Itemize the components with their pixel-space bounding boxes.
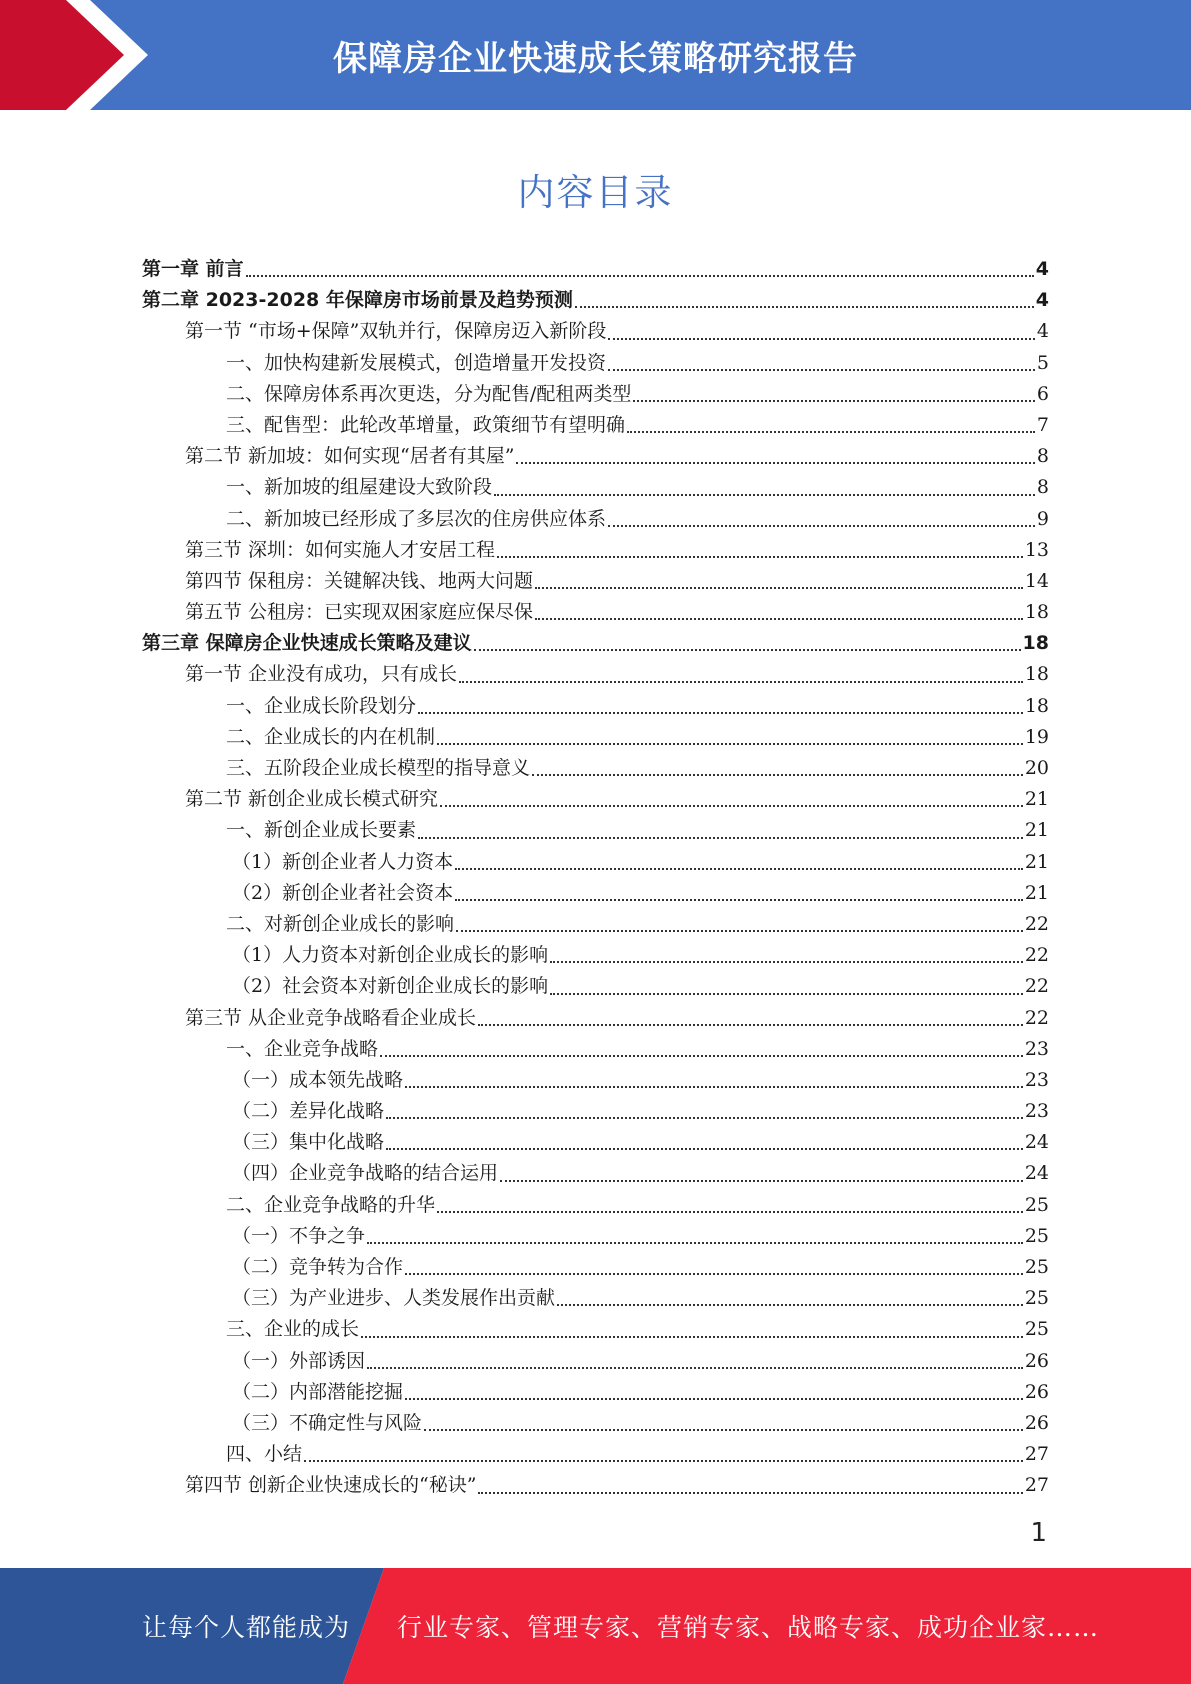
toc-entry-page: 7	[1036, 413, 1049, 436]
page-number: 1	[1030, 1518, 1047, 1548]
toc-leader-dots	[532, 773, 1023, 776]
toc-entry-label: （二）内部潜能挖掘	[232, 1380, 404, 1403]
toc-leader-dots	[437, 1210, 1023, 1213]
toc-leader-dots	[367, 1241, 1023, 1244]
toc-entry-label: 第二章 2023-2028 年保障房市场前景及趋势预测	[142, 289, 573, 312]
toc-entry[interactable]	[142, 379, 1049, 410]
toc-entry[interactable]	[142, 316, 1049, 347]
toc-entry-page: 25	[1024, 1224, 1049, 1247]
toc-leader-dots	[474, 648, 1021, 651]
toc-leader-dots	[478, 1491, 1022, 1494]
toc-leader-dots	[494, 493, 1035, 496]
toc-leader-dots	[575, 305, 1034, 308]
toc-entry[interactable]	[142, 1314, 1049, 1345]
toc-entry-label: 二、保障房体系再次更迭，分为配售/配租两类型	[226, 382, 632, 405]
toc-entry-page: 25	[1024, 1193, 1049, 1216]
toc-leader-dots	[456, 929, 1023, 932]
toc-entry-page: 25	[1024, 1318, 1049, 1341]
toc-entry-page: 13	[1024, 538, 1049, 561]
toc-entry-label: 第四节 保租房：关键解决钱、地两大问题	[185, 569, 534, 592]
toc-entry-label: 三、企业的成长	[226, 1318, 360, 1341]
toc-entry-page: 6	[1036, 382, 1049, 405]
toc-leader-dots	[424, 1428, 1023, 1431]
toc-leader-dots	[405, 1272, 1023, 1275]
toc-entry-page: 25	[1024, 1256, 1049, 1278]
toc-entry[interactable]	[142, 441, 1049, 472]
toc-entry-page: 24	[1024, 1162, 1049, 1185]
toc-leader-dots	[361, 1335, 1023, 1338]
toc-entry[interactable]	[142, 504, 1049, 535]
toc-entry[interactable]	[142, 1158, 1049, 1189]
toc-entry[interactable]	[142, 659, 1049, 690]
toc-entry-label: 第三节 从企业竞争战略看企业成长	[185, 1006, 477, 1029]
toc-entry-page: 21	[1024, 819, 1049, 842]
toc-entry-label: 第五节 公租房：已实现双困家庭应保尽保	[185, 601, 534, 624]
toc-entry[interactable]	[142, 1470, 1049, 1501]
toc-entry[interactable]	[142, 784, 1049, 815]
toc-entry-page: 25	[1024, 1287, 1049, 1310]
toc-entry-page: 19	[1024, 725, 1049, 748]
toc-entry[interactable]	[142, 1377, 1049, 1408]
toc-entry[interactable]	[142, 1221, 1049, 1252]
toc-entry-label: 二、企业竞争战略的升华	[226, 1193, 436, 1216]
toc-entry-label: （1）新创企业者人力资本	[232, 850, 454, 873]
toc-entry-page: 22	[1024, 1006, 1049, 1029]
toc-entry[interactable]	[142, 348, 1049, 379]
report-title: 保障房企业快速成长策略研究报告	[333, 38, 858, 79]
toc-entry-label: 一、企业竞争战略	[226, 1037, 379, 1060]
toc-leader-dots	[516, 461, 1034, 464]
toc-leader-dots	[608, 524, 1035, 527]
toc-entry-page: 21	[1024, 881, 1049, 904]
toc-entry-page: 21	[1024, 788, 1049, 811]
toc-entry[interactable]	[142, 1127, 1049, 1158]
toc-entry-label: 二、对新创企业成长的影响	[226, 912, 455, 935]
toc-entry[interactable]	[142, 722, 1049, 753]
toc-entry-label: （三）为产业进步、人类发展作出贡献	[232, 1287, 556, 1310]
toc-entry-label: 一、新加坡的组屋建设大致阶段	[226, 476, 493, 499]
toc-entry-label: （三）不确定性与风险	[232, 1411, 423, 1434]
toc-entry-page: 5	[1036, 351, 1049, 374]
toc-entry[interactable]	[142, 1283, 1049, 1314]
toc-entry-label: （2）新创企业者社会资本	[232, 881, 454, 904]
toc-entry-label: 一、企业成长阶段划分	[226, 694, 417, 717]
toc-entry-label: （1）人力资本对新创企业成长的影响	[232, 944, 549, 967]
toc-entry[interactable]	[142, 971, 1049, 1002]
toc-entry-label: 第二节 新创企业成长模式研究	[185, 788, 439, 811]
toc-entry-page: 8	[1036, 445, 1049, 468]
toc-leader-dots	[550, 960, 1023, 963]
toc-entry-label: （二）竞争转为合作	[232, 1256, 404, 1278]
toc-entry[interactable]	[142, 1252, 1049, 1283]
toc-entry[interactable]	[142, 285, 1049, 316]
toc-leader-dots	[405, 1397, 1023, 1400]
toc-leader-dots	[608, 368, 1035, 371]
toc-leader-dots	[557, 1303, 1023, 1306]
toc-entry-label: 三、五阶段企业成长模型的指导意义	[226, 757, 531, 779]
toc-entry-label: （一）外部诱因	[232, 1349, 366, 1372]
toc-entry-page: 27	[1024, 1443, 1049, 1466]
toc-leader-dots	[405, 1085, 1023, 1088]
toc-entry-page: 21	[1024, 850, 1049, 873]
toc-entry-label: 二、企业成长的内在机制	[226, 725, 436, 748]
toc-entry[interactable]	[142, 878, 1049, 909]
toc-leader-dots	[418, 836, 1023, 839]
page-header	[0, 0, 1191, 110]
toc-leader-dots	[380, 1054, 1023, 1057]
toc-leader-dots	[437, 742, 1023, 745]
toc-entry[interactable]	[142, 1346, 1049, 1377]
toc-entry-label: 一、加快构建新发展模式，创造增量开发投资	[226, 351, 607, 374]
toc-leader-dots	[246, 274, 1034, 277]
toc-entry-page: 26	[1024, 1349, 1049, 1372]
toc-leader-dots	[478, 1023, 1023, 1026]
toc-entry-label: （三）集中化战略	[232, 1131, 385, 1154]
toc-entry-page: 18	[1024, 663, 1049, 686]
toc-entry[interactable]	[142, 1065, 1049, 1096]
toc-entry-page: 14	[1024, 569, 1049, 592]
toc-leader-dots	[455, 898, 1023, 901]
toc-entry[interactable]	[142, 535, 1049, 566]
toc-leader-dots	[304, 1459, 1023, 1462]
toc-leader-dots	[418, 711, 1023, 714]
toc-leader-dots	[386, 1116, 1023, 1119]
toc-leader-dots	[459, 680, 1023, 683]
toc-entry[interactable]	[142, 597, 1049, 628]
toc-entry[interactable]	[142, 254, 1049, 285]
toc-entry[interactable]	[142, 1190, 1049, 1221]
toc-leader-dots	[497, 555, 1023, 558]
toc-leader-dots	[535, 586, 1023, 589]
toc-entry[interactable]	[142, 753, 1049, 784]
toc-entry-label: 三、配售型：此轮改革增量，政策细节有望明确	[226, 413, 626, 436]
toc-entry[interactable]	[142, 847, 1049, 878]
toc-entry[interactable]	[142, 1439, 1049, 1470]
toc-entry-label: （四）企业竞争战略的结合运用	[232, 1162, 499, 1185]
toc-entry-page: 9	[1036, 507, 1049, 530]
toc-entry-label: 第一节 企业没有成功，只有成长	[185, 663, 458, 686]
toc-entry[interactable]	[142, 909, 1049, 940]
toc-leader-dots	[440, 804, 1023, 807]
footer-slogan-right: 行业专家、管理专家、营销专家、战略专家、成功企业家……	[397, 1613, 1100, 1642]
toc-entry-page: 20	[1024, 757, 1049, 779]
toc-entry[interactable]	[142, 1408, 1049, 1439]
toc-leader-dots	[535, 617, 1023, 620]
toc-entry[interactable]	[142, 815, 1049, 846]
toc-entry-page: 18	[1024, 694, 1049, 717]
toc-entry-page: 8	[1036, 476, 1049, 499]
toc-leader-dots	[627, 430, 1035, 433]
toc-entry[interactable]	[142, 1034, 1049, 1065]
toc-entry[interactable]	[142, 566, 1049, 597]
toc-entry[interactable]	[142, 628, 1049, 659]
toc-entry[interactable]	[142, 691, 1049, 722]
toc-entry-label: （一）不争之争	[232, 1224, 366, 1247]
toc-entry-page: 18	[1022, 632, 1049, 655]
footer-slogan-left: 让每个人都能成为	[142, 1613, 351, 1642]
toc-entry-page: 4	[1035, 289, 1049, 312]
toc-entry-label: 一、新创企业成长要素	[226, 819, 417, 842]
toc-leader-dots	[500, 1179, 1023, 1182]
toc-entry-label: 第三章 保障房企业快速成长策略及建议	[142, 632, 472, 655]
toc-entry[interactable]	[142, 410, 1049, 441]
page-footer	[0, 1568, 1191, 1684]
toc-entry-page: 23	[1024, 1068, 1049, 1091]
toc-entry-label: 第一章 前言	[142, 258, 244, 280]
toc-leader-dots	[455, 867, 1023, 870]
toc-entry-page: 22	[1024, 975, 1049, 998]
toc-entry-label: （二）差异化战略	[232, 1100, 385, 1123]
toc-entry-page: 22	[1024, 944, 1049, 967]
toc-entry[interactable]	[142, 1003, 1049, 1034]
toc-entry-label: 二、新加坡已经形成了多层次的住房供应体系	[226, 507, 607, 530]
toc-entry-label: 第二节 新加坡：如何实现“居者有其屋”	[185, 445, 515, 468]
toc-entry-page: 18	[1024, 601, 1049, 624]
toc-entry-label: 第三节 深圳：如何实施人才安居工程	[185, 538, 496, 561]
toc-entry-page: 23	[1024, 1100, 1049, 1123]
toc-entry-page: 4	[1036, 320, 1049, 343]
toc-leader-dots	[367, 1366, 1023, 1369]
toc-entry-label: 第四节 创新企业快速成长的“秘诀”	[185, 1474, 477, 1497]
toc-entry-page: 23	[1024, 1037, 1049, 1060]
toc-entry-label: 第一节 “市场+保障”双轨并行，保障房迈入新阶段	[185, 320, 607, 343]
toc-entry-label: 四、小结	[226, 1443, 303, 1466]
toc-entry-label: （一）成本领先战略	[232, 1068, 404, 1091]
table-of-contents	[142, 254, 1049, 1502]
toc-entry-label: （2）社会资本对新创企业成长的影响	[232, 975, 549, 998]
toc-entry[interactable]	[142, 472, 1049, 503]
toc-entry-page: 26	[1024, 1380, 1049, 1403]
toc-leader-dots	[550, 992, 1023, 995]
toc-entry-page: 27	[1024, 1474, 1049, 1497]
toc-leader-dots	[386, 1147, 1023, 1150]
toc-heading: 内容目录	[517, 171, 674, 214]
toc-entry[interactable]	[142, 940, 1049, 971]
toc-leader-dots	[608, 337, 1035, 340]
toc-entry-page: 24	[1024, 1131, 1049, 1154]
toc-entry-page: 4	[1035, 258, 1049, 280]
toc-entry[interactable]	[142, 1096, 1049, 1127]
toc-leader-dots	[633, 399, 1035, 402]
toc-entry-page: 26	[1024, 1411, 1049, 1434]
toc-entry-page: 22	[1024, 912, 1049, 935]
